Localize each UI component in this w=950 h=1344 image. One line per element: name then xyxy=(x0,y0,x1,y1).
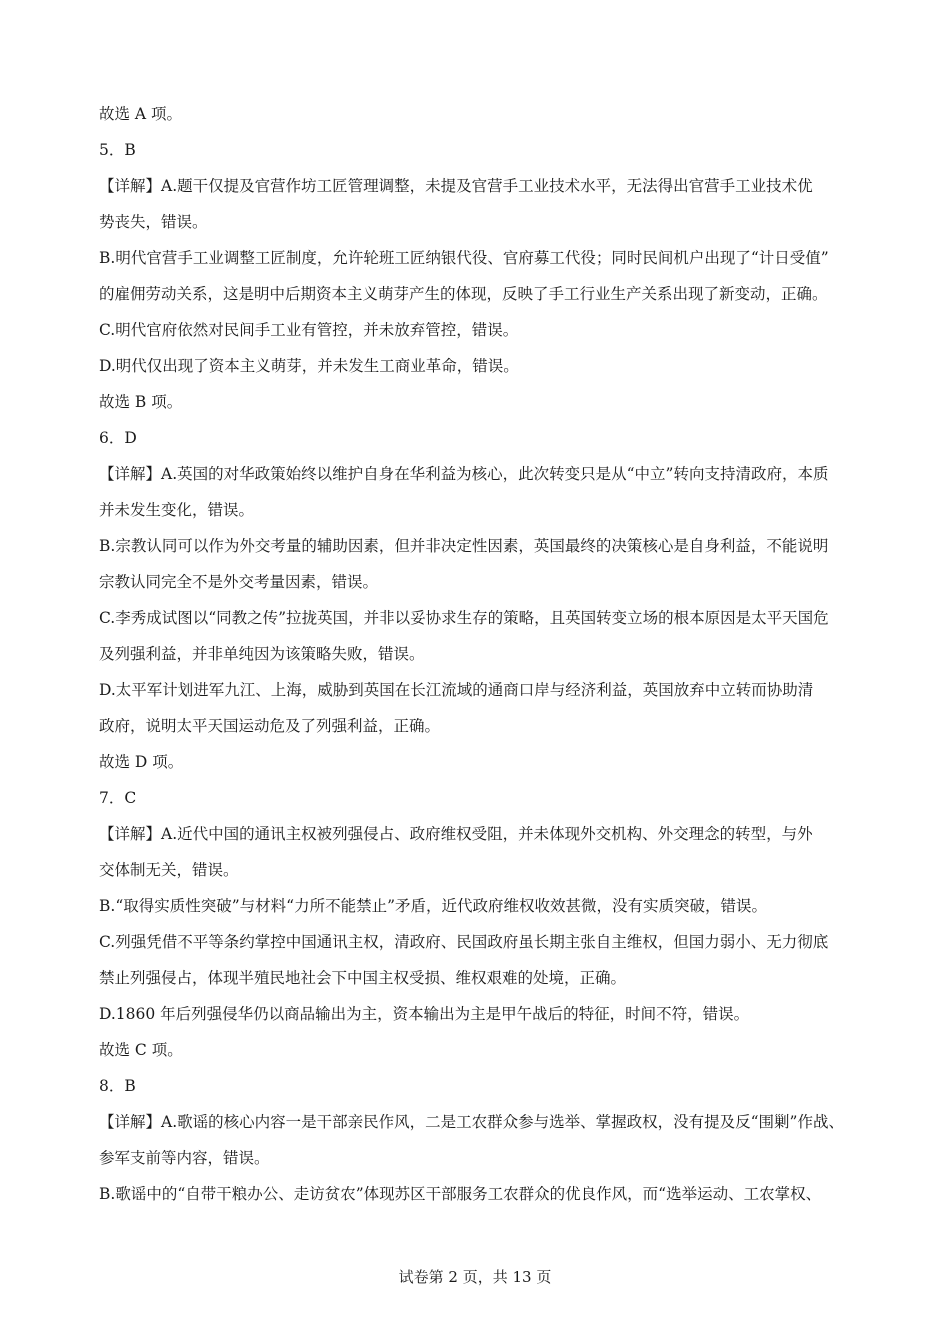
text-line: 参军支前等内容，错误。 xyxy=(99,1149,270,1167)
text-line: B.“取得实质性突破”与材料“力所不能禁止”矛盾，近代政府维权收效甚微，没有实质突破，错误。 xyxy=(99,897,768,915)
text-line: 并未发生变化，错误。 xyxy=(99,501,255,519)
document-body xyxy=(99,96,859,1212)
text-line: B.歌谣中的“自带干粮办公、走访贫农”体现苏区干部服务工农群众的优良作风，而“选举运动、工农掌权、 xyxy=(99,1185,822,1203)
text-line: 禁止列强侵占，体现半殖民地社会下中国主权受损、维权艰难的处境，正确。 xyxy=(99,969,627,987)
text-line: 势丧失，错误。 xyxy=(99,213,208,231)
text-line: B.宗教认同可以作为外交考量的辅助因素，但并非决定性因素，英国最终的决策核心是自身利益，不能说明 xyxy=(99,537,829,555)
text-line: D.1860 年后列强侵华仍以商品输出为主，资本输出为主是甲午战后的特征，时间不符，错误。 xyxy=(99,1005,750,1023)
text-line: 故选 C 项。 xyxy=(99,1041,183,1059)
question-number: 6．D xyxy=(99,429,137,447)
text-line: 及列强利益，并非单纯因为该策略失败，错误。 xyxy=(99,645,425,663)
text-line: 故选 D 项。 xyxy=(99,753,184,771)
text-line: 故选 A 项。 xyxy=(99,105,183,123)
text-line: B.明代官营手工业调整工匠制度，允许轮班工匠纳银代役、官府募工代役；同时民间机户出现了“计日受值” xyxy=(99,249,829,267)
question-number: 7．C xyxy=(99,789,137,807)
text-line: 交体制无关，错误。 xyxy=(99,861,239,879)
text-line: C.李秀成试图以“同教之传”拉拢英国，并非以妥协求生存的策略，且英国转变立场的根本原因是太平天国危 xyxy=(99,609,829,627)
question-number: 5．B xyxy=(99,141,136,159)
question-number: 8．B xyxy=(99,1077,136,1095)
text-line: 宗教认同完全不是外交考量因素，错误。 xyxy=(99,573,379,591)
text-line: 的雇佣劳动关系，这是明中后期资本主义萌芽产生的体现，反映了手工行业生产关系出现了新变动，正确。 xyxy=(99,285,828,303)
text-line: C.列强凭借不平等条约掌控中国通讯主权，清政府、民国政府虽长期主张自主维权，但国力弱小、无力彻底 xyxy=(99,933,829,951)
text-line: 故选 B 项。 xyxy=(99,393,183,411)
text-line: 【详解】A.英国的对华政策始终以维护自身在华利益为核心，此次转变只是从“中立”转向支持清政府，本质 xyxy=(99,465,829,483)
page-footer: 试卷第 2 页，共 13 页 xyxy=(398,1268,552,1286)
text-line: 【详解】A.近代中国的通讯主权被列强侵占、政府维权受阻，并未体现外交机构、外交理念的转型，与外 xyxy=(99,825,813,843)
text-line: D.太平军计划进军九江、上海，威胁到英国在长江流域的通商口岸与经济利益，英国放弃中立转而协助清 xyxy=(99,681,814,699)
text-line: 【详解】A.题干仅提及官营作坊工匠管理调整，未提及官营手工业技术水平，无法得出官营手工业技术优 xyxy=(99,177,813,195)
text-line: C.明代官府依然对民间手工业有管控，并未放弃管控，错误。 xyxy=(99,321,519,339)
text-line: D.明代仅出现了资本主义萌芽，并未发生工商业革命，错误。 xyxy=(99,357,519,375)
text-line: 政府，说明太平天国运动危及了列强利益，正确。 xyxy=(99,717,441,735)
text-line: 【详解】A.歌谣的核心内容一是干部亲民作风，二是工农群众参与选举、掌握政权，没有提及反“围剿”作战、 xyxy=(99,1113,844,1131)
